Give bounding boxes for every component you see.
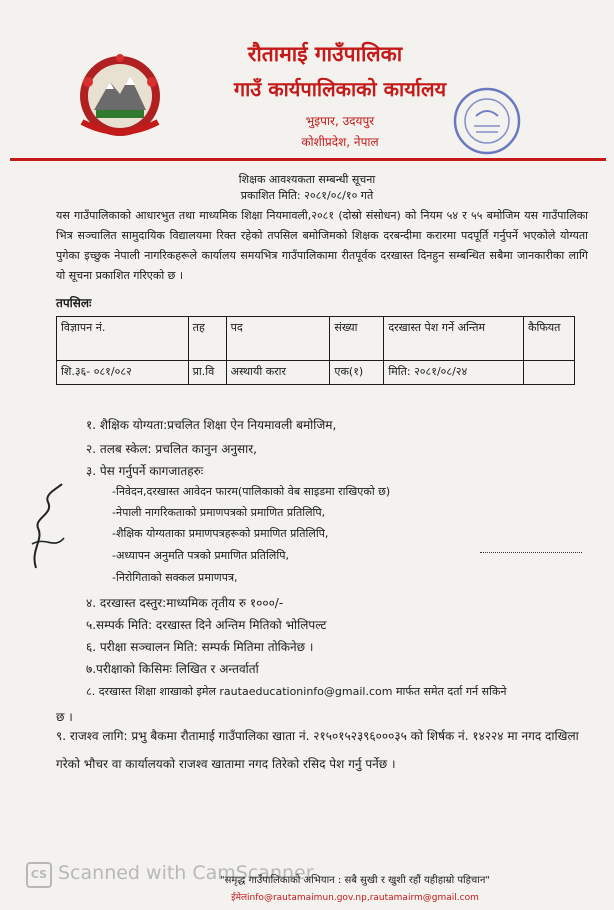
- municipality-name: रौतामाई गाउँपालिका: [247, 42, 403, 66]
- footer-slogan: "समृद्ध गाउँपालिकाको अभियान : सबै सुखी र खुशी रहौं यहीहाम्रो पहिचान": [219, 875, 491, 886]
- address-line-1: भुइपार, उदयपुर: [305, 114, 375, 128]
- item-email-submission-end: छ ।: [56, 710, 73, 724]
- header-deadline: दरखास्त पेश गर्ने अन्तिम: [384, 317, 524, 361]
- address-line-2: कोशीप्रदेश, नेपाल: [301, 135, 379, 149]
- signature-icon: [24, 480, 74, 575]
- publish-date: प्रकाशित मिति: २०८१/०८/१० गते: [240, 189, 374, 202]
- header-remarks: कैफियत: [524, 317, 575, 361]
- cell-level: प्रा.वि: [188, 361, 226, 385]
- document-item: -निरोगिताको सक्कल प्रमाणपत्र,: [112, 571, 238, 584]
- item-qualification: १. शैक्षिक योग्यता:प्रचलित शिक्षा ऐन नियमावली बमोजिम,: [86, 418, 337, 432]
- item-salary-scale: २. तलब स्केल: प्रचलित कानुन अनुसार,: [86, 442, 257, 456]
- document-item: -अध्यापन अनुमति पत्रको प्रमाणित प्रतिलिपि,: [112, 549, 289, 562]
- item-documents-heading: ३. पेस गर्नुपर्ने कागजातहरुः: [86, 464, 204, 478]
- dotted-line: [480, 552, 582, 553]
- cell-remarks: [524, 361, 575, 385]
- header-position: पद: [226, 317, 330, 361]
- revenue-note: ९. राजश्व लागि: प्रभु बैकमा रौतामाई गाउँपालिका खाता नं. २१५०१५२३९६०००३५ को शिर्षक नं. १४२२४ मा नगद दाखिला गरेको भौचर वा कार्यालयको राजश्व खातामा नगद तिरेको रसिद पेश गर्नु पर्नेछ ।: [56, 729, 579, 771]
- notice-body: यस गाउँपालिकाको आधारभुत तथा माध्यमिक शिक्षा नियमावली,२०८१ (दोस्रो संसोधन) को नियम ५४ र ५५ बमोजिम यस गाउँपालिका भित्र सञ्चालित सामुदायिक विद्यालयमा रिक्त रहेको तपसिल बमोजिमको शिक्षक दरबन्दीमा करारमा पदपूर्ति गर्नुपर्ने भएकोले योग्यता पुगेका इच्छुक नेपाली नागरिकहरूले कार्यालय समयभित्र गाउँपालिकामा रीतपूर्वक दरखास्त दिनहुन सम्बन्धित सबैमा जानकारीका लागि यो सूचना प्रकाशित गरिएको छ ।: [56, 209, 588, 282]
- notice-title: शिक्षक आवश्यकता सम्बन्धी सूचना: [238, 173, 376, 186]
- cell-position: अस्थायी करार: [226, 361, 330, 385]
- office-name: गाउँ कार्यपालिकाको कार्यालय: [233, 77, 447, 101]
- government-emblem-icon: [74, 52, 166, 140]
- item-application-fee: ४. दरखास्त दस्तुर:माध्यमिक तृतीय रु १०००/-: [86, 596, 284, 610]
- details-label: तपसिलः: [56, 296, 92, 310]
- header-count: संख्या: [330, 317, 384, 361]
- cell-deadline: मिति: २०८१/०८/२४: [384, 361, 524, 385]
- cell-count: एक(१): [330, 361, 384, 385]
- vacancy-table: [56, 316, 575, 385]
- document-item: -निवेदन,दरखास्त आवेदन फारम(पालिकाको वेब साइडमा राखिएको छ): [112, 485, 391, 498]
- table-header-row: [57, 317, 575, 361]
- item-exam-date: ६. परीक्षा सञ्चालन मिति: सम्पर्क मितिमा तोकिनेछ ।: [86, 640, 314, 654]
- document-item: -नेपाली नागरिकताको प्रमाणपत्रको प्रमाणित प्रतिलिपि,: [112, 506, 326, 519]
- document-item: -शैक्षिक योग्यताका प्रमाणपत्रहरूको प्रमाणित प्रतिलिपि,: [112, 527, 329, 540]
- header-level: तह: [188, 317, 226, 361]
- cell-ad-number: शि.३६- ०८१/०८२: [57, 361, 189, 385]
- camscanner-logo-icon: CS: [26, 862, 52, 888]
- scanner-watermark: Scanned with CamScanner: [58, 862, 314, 884]
- item-exam-type: ७.परीक्षाको किसिमः लिखित र अन्तर्वार्ता: [86, 662, 259, 676]
- item-email-submission: ८. दरखास्त शिक्षा शाखाको इमेल rautaeducationinfo@gmail.com मार्फत समेत दर्ता गर्न सकिने: [86, 685, 507, 698]
- footer-emails: ईमेलinfo@rautamaimun.gov.np,rautamairm@gmail.com: [231, 893, 479, 903]
- table-row: [57, 361, 575, 385]
- item-contact-date: ५.सम्पर्क मिति: दरखास्त दिने अन्तिम मितिको भोलिपल्ट: [86, 618, 327, 632]
- office-stamp-icon: [452, 86, 522, 156]
- header-ad-number: विज्ञापन नं.: [57, 317, 189, 361]
- header-divider: [10, 158, 606, 161]
